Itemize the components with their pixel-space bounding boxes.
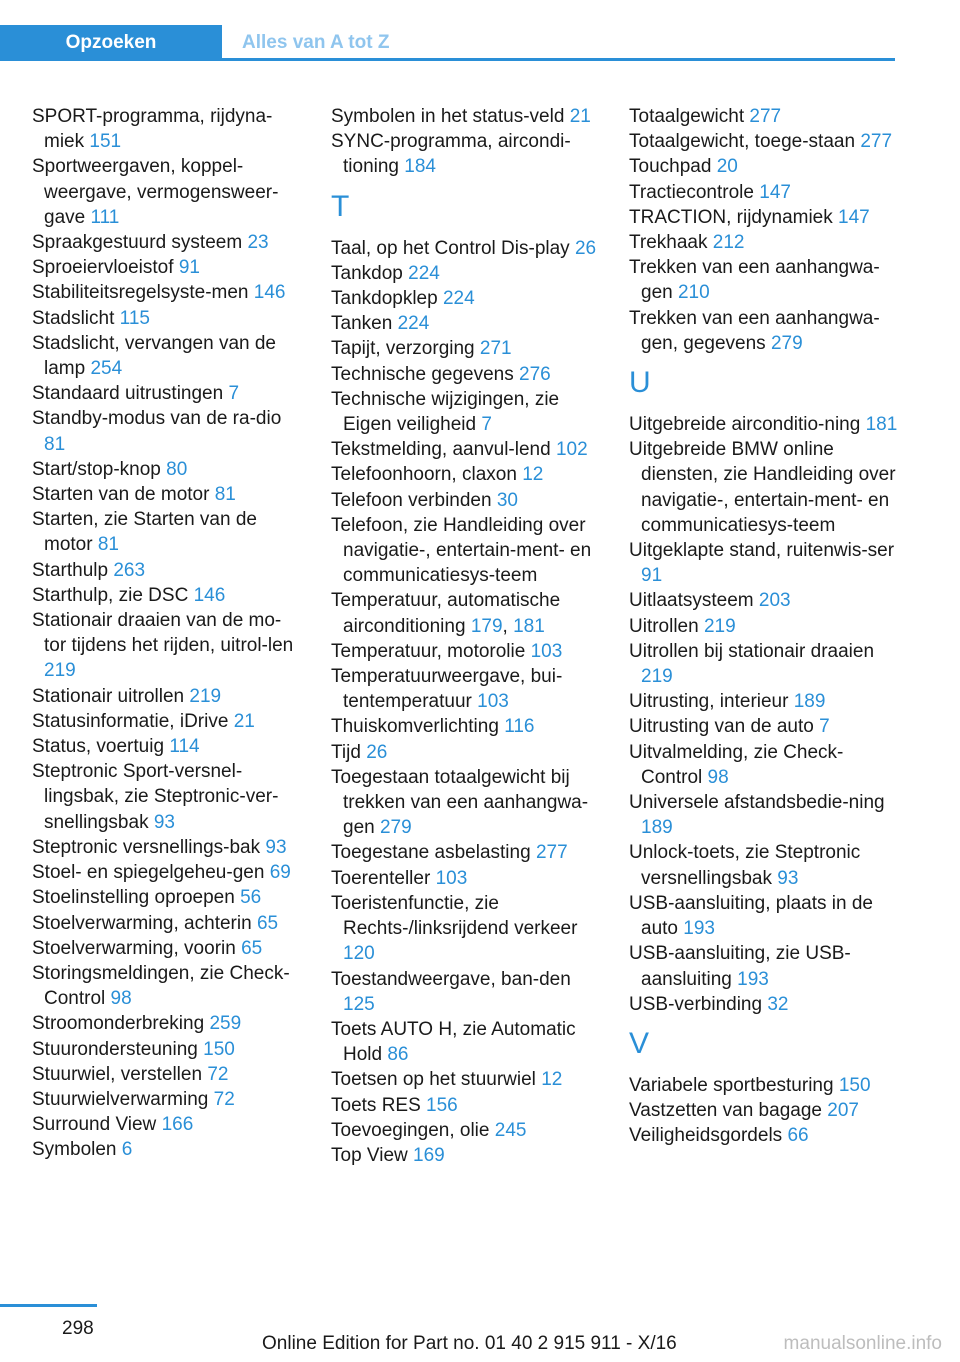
- index-entry: [331, 286, 601, 311]
- index-entry-term: Stadslicht: [32, 307, 115, 329]
- header-divider: [0, 58, 895, 61]
- index-page-link[interactable]: 26: [366, 741, 388, 763]
- index-page-link[interactable]: 271: [479, 338, 512, 360]
- index-entry: [629, 1073, 899, 1098]
- index-page-link[interactable]: 7: [481, 414, 492, 436]
- index-page-link[interactable]: 125: [343, 993, 375, 1015]
- index-entry: [629, 740, 899, 790]
- index-page-link[interactable]: 12: [541, 1069, 563, 1091]
- index-entry-term: Standaard uitrustingen: [32, 383, 224, 405]
- index-entry-term: Totaalgewicht: [629, 106, 745, 127]
- index-entry: [331, 104, 601, 129]
- index-page-link[interactable]: 263: [113, 559, 146, 581]
- index-page-link[interactable]: 189: [641, 817, 673, 839]
- index-page-link[interactable]: 72: [213, 1088, 235, 1110]
- index-entry: [331, 362, 601, 387]
- index-page-link[interactable]: 150: [838, 1074, 871, 1096]
- index-entry-term: Stationair draaien van de mo-tor tijdens het rijden, uitrol-len: [32, 610, 294, 657]
- page-number: 298: [62, 1318, 94, 1339]
- index-entry: [629, 639, 899, 689]
- index-entry-term: Uitvalmelding, zie Check-Control: [629, 741, 844, 788]
- index-entry-term: Uitrusting van de auto: [629, 716, 814, 738]
- index-entry: [32, 1011, 302, 1036]
- index-entry: [32, 961, 302, 1011]
- index-entry-term: USB-aansluiting, plaats in de auto: [629, 892, 873, 940]
- index-entry-term: Tankdop: [331, 262, 403, 284]
- index-entry: [629, 154, 899, 179]
- index-entry-term: Variabele sportbesturing: [629, 1074, 834, 1096]
- index-column-1: [32, 104, 302, 1163]
- index-entry-term: Uitgebreide BMW online diensten, zie Handleiding over navigatie-, entertain-ment- en communicatiesys-teem: [629, 439, 896, 536]
- index-entry-term: Tapijt, verzorging: [331, 338, 475, 360]
- index-entry: [331, 1143, 601, 1168]
- index-entry: [32, 885, 302, 910]
- index-entry: [629, 129, 899, 154]
- index-entry: [331, 236, 601, 261]
- index-page-link[interactable]: 21: [233, 710, 255, 732]
- index-entry-term: Stuurwielverwarming: [32, 1088, 209, 1110]
- index-entry: [331, 967, 601, 1017]
- index-entry-term: Stoelverwarming, achterin: [32, 912, 252, 934]
- index-page-link[interactable]: 32: [767, 993, 789, 1015]
- index-page-link[interactable]: 65: [241, 937, 263, 959]
- index-entry: [32, 1137, 302, 1162]
- index-entry: [32, 381, 302, 406]
- index-entry-term: Toets AUTO H, zie Automatic Hold: [331, 1018, 576, 1066]
- index-page-link[interactable]: 224: [397, 313, 430, 335]
- index-entry: [629, 689, 899, 714]
- index-page-link[interactable]: 111: [90, 206, 120, 228]
- index-page-link[interactable]: 56: [240, 887, 262, 909]
- index-entry: [331, 840, 601, 865]
- index-entry: [331, 261, 601, 286]
- index-entry-term: Technische wijzigingen, zie Eigen veiligheid: [331, 388, 560, 436]
- watermark: manualsonline.info: [783, 1333, 942, 1354]
- index-entry: [32, 709, 302, 734]
- index-entry-term: Starten van de motor: [32, 484, 210, 506]
- index-entry-term: Toegestaan totaalgewicht bij trekken van een aanhangwa-gen: [331, 766, 589, 839]
- index-page-link[interactable]: 69: [269, 862, 291, 884]
- index-page-link[interactable]: 115: [119, 307, 150, 329]
- index-entry-term: Stationair uitrollen: [32, 685, 185, 707]
- index-entry-term: Storingsmeldingen, zie Check-Control: [32, 962, 290, 1010]
- index-entry: [331, 765, 601, 841]
- index-entry-term: Temperatuurweergave, bui-tentemperatuur: [331, 666, 563, 713]
- index-entry: [32, 860, 302, 885]
- index-page-link[interactable]: 6: [121, 1139, 133, 1161]
- index-entry-term: Uitgebreide airconditio-ning: [629, 414, 861, 436]
- index-entry-term: Technische gegevens: [331, 363, 514, 385]
- index-page-link[interactable]: 20: [716, 156, 738, 178]
- index-page-link[interactable]: 212: [712, 232, 745, 254]
- index-page-link[interactable]: 80: [166, 458, 188, 480]
- index-page-link[interactable]: 7: [819, 716, 830, 738]
- index-entry-term: USB-aansluiting, zie USB-aansluiting: [629, 943, 851, 990]
- index-letter-heading: V: [629, 1026, 650, 1060]
- index-entry: [331, 129, 601, 179]
- index-entry-term: Starten, zie Starten van de motor: [32, 509, 257, 556]
- index-page-link[interactable]: 91: [641, 565, 663, 587]
- index-entry-term: Starthulp, zie DSC: [32, 584, 189, 606]
- index-entry: [32, 255, 302, 280]
- index-entry-term: Vastzetten van bagage: [629, 1100, 822, 1122]
- index-entry-term: Tijd: [331, 741, 361, 763]
- index-entry: Temperatuur, automatische airconditioning 179, 181: [331, 590, 561, 637]
- index-entry: [629, 588, 899, 613]
- index-page-link[interactable]: 277: [535, 842, 568, 864]
- index-page-link[interactable]: 276: [519, 363, 551, 385]
- index-entry-term: Steptronic versnellings-bak: [32, 836, 261, 858]
- index-entry: [331, 714, 601, 739]
- index-entry-term: Sproeiervloeistof: [32, 257, 174, 279]
- index-page-link[interactable]: 259: [209, 1013, 242, 1035]
- index-entry: [331, 1118, 601, 1143]
- index-page-link[interactable]: 93: [265, 836, 287, 858]
- index-page-link[interactable]: 81: [214, 484, 236, 506]
- index-page-link[interactable]: 23: [247, 232, 269, 254]
- index-entry: [32, 457, 302, 482]
- index-entry-term: Steptronic Sport-versnel-lingsbak, zie Steptronic-ver-snellingsbak: [32, 761, 279, 833]
- index-entry: [32, 482, 302, 507]
- index-page-link[interactable]: 181: [513, 615, 545, 637]
- index-entry-term: Toets RES: [331, 1094, 421, 1116]
- footer-divider: [0, 1304, 97, 1307]
- index-entry: [331, 462, 601, 487]
- index-page-link[interactable]: 103: [477, 691, 509, 713]
- index-entry-term: Stadslicht, vervangen van de lamp: [32, 332, 276, 380]
- index-page-link[interactable]: 219: [44, 660, 76, 682]
- index-page-link[interactable]: 279: [379, 817, 412, 839]
- index-entry-term: Uitlaatsysteem: [629, 590, 754, 612]
- index-entry: [331, 387, 601, 437]
- index-entry: [32, 583, 302, 608]
- index-page-link[interactable]: 219: [641, 666, 673, 688]
- index-entry: [331, 639, 601, 664]
- index-entry: [331, 311, 601, 336]
- index-entry-term: Temperatuur, automatische airconditioning: [331, 590, 561, 637]
- index-entry-term: Stuurondersteuning: [32, 1038, 198, 1060]
- index-entry-term: Status, voertuig: [32, 736, 165, 758]
- index-page-link[interactable]: 120: [343, 943, 375, 965]
- index-page-link[interactable]: 203: [758, 590, 791, 612]
- index-page-link[interactable]: 146: [253, 282, 286, 304]
- index-entry: [32, 759, 302, 835]
- index-column-3: [629, 104, 899, 1149]
- index-entry-term: Toetsen op het stuurwiel: [331, 1069, 536, 1091]
- index-entry: [32, 936, 302, 961]
- index-entry: [629, 230, 899, 255]
- index-entry: [629, 255, 899, 305]
- index-page-link[interactable]: 26: [574, 237, 597, 259]
- index-entry: [32, 911, 302, 936]
- index-page-link[interactable]: 151: [89, 131, 122, 153]
- index-entry-term: Universele afstandsbedie-ning: [629, 792, 885, 814]
- index-entry: [629, 614, 899, 639]
- index-entry: [331, 513, 601, 589]
- index-entry: [32, 1087, 302, 1112]
- index-page-link[interactable]: 169: [413, 1144, 445, 1166]
- index-entry: [32, 608, 302, 684]
- index-entry: [629, 941, 899, 991]
- index-page-link[interactable]: 91: [178, 257, 200, 279]
- index-entry-term: Thuiskomverlichting: [331, 716, 499, 738]
- index-entry-term: Stoelinstelling oproepen: [32, 887, 235, 909]
- index-entry-term: Statusinformatie, iDrive: [32, 710, 229, 732]
- index-page-link[interactable]: 147: [759, 181, 791, 203]
- index-page-link[interactable]: 245: [494, 1119, 527, 1141]
- index-page-link[interactable]: 30: [496, 489, 518, 511]
- index-entry-term: Standby-modus van de ra-dio: [32, 408, 282, 430]
- index-entry-term: Uitgeklapte stand, ruitenwis-ser: [629, 540, 895, 562]
- index-entry: [331, 740, 601, 765]
- index-page-link[interactable]: 98: [110, 988, 132, 1010]
- index-entry: [331, 891, 601, 967]
- index-page-link[interactable]: 93: [153, 811, 175, 833]
- index-entry: [32, 507, 302, 557]
- index-page-link[interactable]: 224: [442, 288, 475, 310]
- index-entry: [629, 306, 899, 356]
- index-entry: [32, 230, 302, 255]
- index-entry: [629, 180, 899, 205]
- index-entry-term: Uitrollen bij stationair draaien: [629, 640, 875, 662]
- index-page-link[interactable]: 72: [207, 1063, 229, 1085]
- index-page-link[interactable]: 103: [530, 640, 563, 662]
- index-entry-term: Veiligheidsgordels: [629, 1125, 783, 1147]
- index-entry: [331, 866, 601, 891]
- tab-opzoeken[interactable]: Opzoeken: [0, 25, 222, 61]
- index-entry-term: Stabiliteitsregelsyste-men: [32, 282, 249, 304]
- index-page-link[interactable]: 7: [228, 383, 240, 405]
- index-page-link[interactable]: 189: [793, 691, 826, 713]
- index-entry-term: Spraakgestuurd systeem: [32, 232, 243, 254]
- index-entry-term: Toegestane asbelasting: [331, 842, 531, 864]
- index-entry-term: Top View: [331, 1144, 408, 1166]
- index-entry-term: Uitrusting, interieur: [629, 691, 789, 713]
- index-entry-term: SYNC-programma, aircondi-tioning: [331, 131, 571, 178]
- index-page-link[interactable]: 12: [522, 464, 544, 486]
- index-entry: [629, 205, 899, 230]
- index-entry: [32, 835, 302, 860]
- index-entry-term: Stuurwiel, verstellen: [32, 1063, 203, 1085]
- index-page-link[interactable]: 193: [683, 918, 715, 940]
- index-page-link[interactable]: 21: [569, 106, 591, 127]
- index-entry-term: SPORT-programma, rijdyna-miek: [32, 106, 273, 153]
- index-entry: [32, 1037, 302, 1062]
- index-entry: [629, 992, 899, 1017]
- index-page-link[interactable]: 98: [707, 766, 729, 788]
- index-entry: [629, 412, 899, 437]
- index-page-link[interactable]: 65: [256, 912, 279, 934]
- index-entry-term: Toeristenfunctie, zie Rechts-/linksrijdend verkeer: [331, 892, 578, 940]
- index-entry-term: Toerenteller: [331, 867, 431, 889]
- index-entry-term: Trekken van een aanhangwa-gen: [629, 257, 880, 304]
- index-entry: [629, 790, 899, 840]
- index-entry-term: Start/stop-knop: [32, 458, 161, 480]
- index-entry: [32, 306, 302, 331]
- index-page-link[interactable]: 146: [193, 584, 226, 606]
- index-page-link[interactable]: 66: [787, 1125, 809, 1147]
- index-page-link[interactable]: 166: [161, 1114, 194, 1136]
- index-entry-term: Sportweergaven, koppel-weergave, vermogensweer-gave: [32, 156, 279, 228]
- index-page-link[interactable]: 254: [90, 358, 123, 380]
- index-entry-term: USB-verbinding: [629, 993, 763, 1015]
- index-page-link[interactable]: 147: [838, 206, 870, 228]
- index-entry: [331, 664, 601, 714]
- edition-info: Online Edition for Part no. 01 40 2 915 911 - X/16: [262, 1333, 677, 1354]
- index-entry-term: Totaalgewicht, toege-staan: [629, 131, 856, 153]
- index-entry-term: Touchpad: [629, 156, 712, 178]
- index-page-link[interactable]: 114: [169, 736, 200, 758]
- index-entry: [331, 488, 601, 513]
- index-entry: [331, 1067, 601, 1092]
- index-page-link[interactable]: 81: [97, 534, 119, 556]
- index-entry: [629, 1123, 899, 1148]
- index-page-link[interactable]: 181: [865, 414, 898, 436]
- index-page-link[interactable]: 193: [737, 968, 769, 990]
- index-page-link[interactable]: 103: [435, 867, 468, 889]
- index-column-2: [331, 104, 601, 1168]
- index-page-link[interactable]: 219: [189, 685, 222, 707]
- index-entry-term: Telefoon verbinden: [331, 489, 492, 511]
- index-entry-term: Surround View: [32, 1114, 157, 1136]
- index-entry: [629, 1098, 899, 1123]
- index-page-link[interactable]: 224: [408, 262, 440, 284]
- index-entry: [32, 558, 302, 583]
- index-page-link[interactable]: 210: [677, 282, 710, 304]
- index-page-link[interactable]: 277: [749, 106, 782, 127]
- index-letter-heading: T: [331, 189, 350, 223]
- header-bar: [0, 25, 895, 61]
- index-letter-heading: U: [629, 366, 651, 400]
- index-page-link[interactable]: 277: [860, 131, 893, 153]
- index-page-link[interactable]: 184: [404, 156, 436, 178]
- index-page-link[interactable]: 279: [770, 332, 803, 354]
- index-entry-term: TRACTION, rijdynamiek: [629, 206, 833, 228]
- index-page-link[interactable]: 219: [703, 615, 736, 637]
- index-page-link[interactable]: 81: [44, 433, 66, 455]
- index-entry: [32, 684, 302, 709]
- index-entry: [32, 331, 302, 381]
- index-entry-term: Unlock-toets, zie Steptronic versnellingsbak: [629, 842, 861, 889]
- index-entry-term: Tanken: [331, 313, 393, 335]
- index-entry: [32, 1112, 302, 1137]
- index-entry-term: Symbolen: [32, 1139, 117, 1161]
- tab-alles-van-a-tot-z[interactable]: Alles van A tot Z: [242, 32, 390, 53]
- index-entry: [32, 104, 302, 154]
- index-entry: [629, 104, 899, 129]
- index-entry: [331, 437, 601, 462]
- index-entry-term: Symbolen in het status-veld: [331, 106, 565, 127]
- index-page-link[interactable]: 102: [555, 439, 588, 461]
- index-entry: [331, 1093, 601, 1118]
- index-entry-term: Tekstmelding, aanvul-lend: [331, 439, 551, 461]
- index-page-link[interactable]: 207: [827, 1100, 859, 1122]
- index-page-link[interactable]: 86: [387, 1044, 409, 1066]
- index-entry: [32, 406, 302, 456]
- index-entry: [32, 734, 302, 759]
- index-entry: [629, 538, 899, 588]
- index-entry-term: Telefoon, zie Handleiding over navigatie-, entertain-ment- en communicatiesys-teem: [331, 514, 592, 587]
- index-entry: [32, 1062, 302, 1087]
- index-entry-term: Stroomonderbreking: [32, 1013, 205, 1035]
- index-entry-term: Trekken van een aanhangwa-gen, gegevens: [629, 307, 880, 354]
- index-entry: [331, 336, 601, 361]
- index-entry-term: Toevoegingen, olie: [331, 1119, 490, 1141]
- index-page-link[interactable]: 156: [426, 1094, 458, 1116]
- index-entry-term: Uitrollen: [629, 615, 699, 637]
- index-page-link[interactable]: 150: [203, 1038, 235, 1060]
- index-entry: [331, 1017, 601, 1067]
- index-entry-term: Tractiecontrole: [629, 181, 754, 203]
- index-entry-term: Temperatuur, motorolie: [331, 640, 526, 662]
- index-entry: [629, 714, 899, 739]
- index-entry: [629, 840, 899, 890]
- index-page-link[interactable]: 93: [777, 867, 799, 889]
- index-page-link[interactable]: 116: [504, 716, 535, 738]
- index-entry: [32, 280, 302, 305]
- index-entry-term: Stoelverwarming, voorin: [32, 937, 236, 959]
- index-entry-term: Trekhaak: [629, 232, 708, 254]
- index-entry-term: Toestandweergave, ban-den: [331, 968, 571, 990]
- index-entry: [32, 154, 302, 230]
- index-page-link[interactable]: 179: [470, 615, 503, 637]
- index-entry: [629, 891, 899, 941]
- index-entry-term: Taal, op het Control Dis-play: [331, 237, 570, 259]
- index-entry-term: Stoel- en spiegelgeheu-gen: [32, 862, 265, 884]
- index-entry-term: Starthulp: [32, 559, 109, 581]
- index-entry-term: Telefoonhoorn, claxon: [331, 464, 517, 486]
- index-entry-term: Tankdopklep: [331, 288, 438, 310]
- index-entry: [629, 437, 899, 538]
